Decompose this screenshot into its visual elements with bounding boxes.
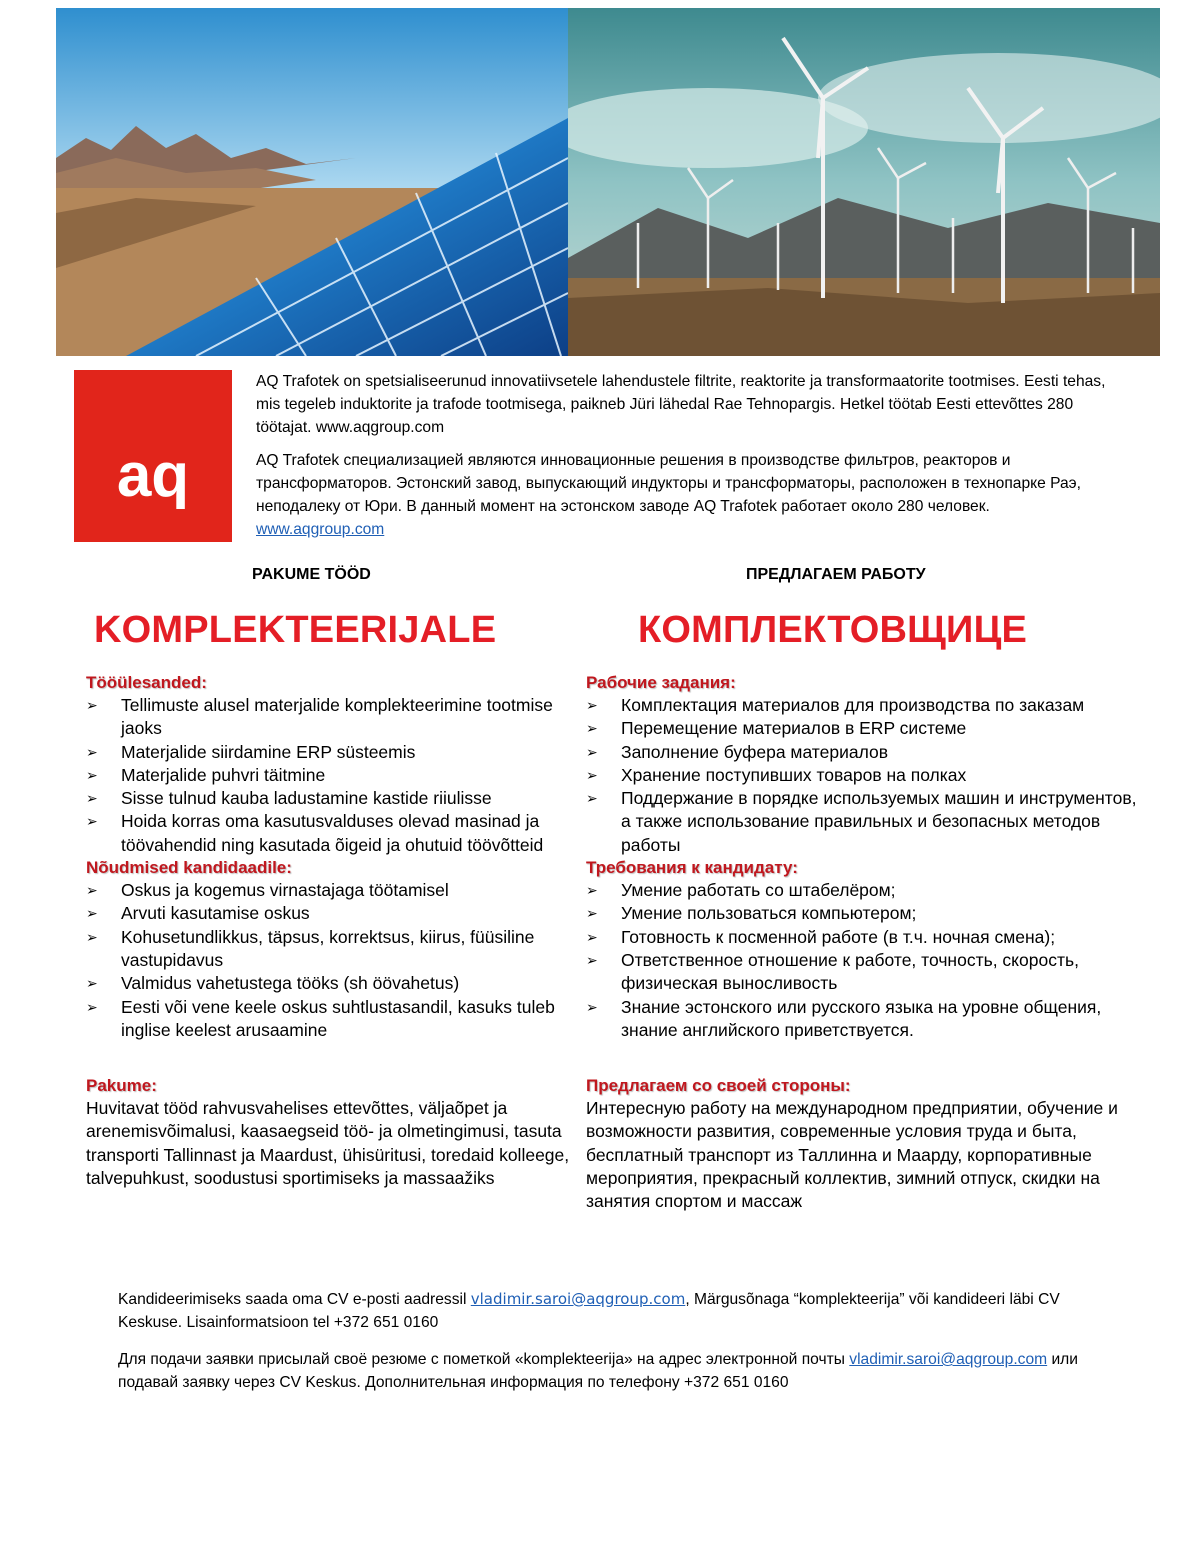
arrow-bullet-icon: ➢ xyxy=(586,905,598,922)
apply-ru-text-end: или подавай заявку через CV Keskus. Дополнительная информация по телефону +372 651 0160 xyxy=(118,1351,1078,1391)
et-benefits-text: Huvitavat tööd rahvusvahelises ettevõttes, väljaõpet ja arenemisvõimalusi, kaasaegseid töö- ja olmetingimusi, tasuta transporti Tallinnast ja Maardust, ühisüritusi, toredaid kolleege, talvepuhkust, soodustusi sportimiseks ja massaažiks xyxy=(86,1098,570,1189)
arrow-bullet-icon: ➢ xyxy=(86,813,98,830)
et-requirements-list xyxy=(86,879,572,1042)
email-link-ru[interactable]: vladimir.saroi@aqgroup.com xyxy=(849,1351,1048,1368)
estonian-column xyxy=(86,560,572,1190)
et-offer-heading: PAKUME TÖÖD xyxy=(252,566,371,583)
list-item: ➢ Eesti või vene keele oskus suhtlustasandil, kasuks tuleb inglise keelest arusaamine xyxy=(86,996,555,1040)
apply-et-text-end: , Märgusõnaga “komplekteerija” või kandideeri läbi CV Keskuse. Lisainformatsioon tel +372 651 0160 xyxy=(118,1291,1060,1331)
list-item: ➢ Готовность к посменной работе (в т.ч. ночная смена); xyxy=(586,926,1146,949)
arrow-bullet-icon: ➢ xyxy=(586,697,598,713)
wind-turbines-photo xyxy=(568,8,1160,356)
et-benefits-heading: Pakume: xyxy=(86,1076,157,1096)
list-item: ➢ Materjalide siirdamine ERP süsteemis xyxy=(86,741,572,764)
arrow-bullet-icon: ➢ xyxy=(586,790,598,807)
arrow-bullet-icon: ➢ xyxy=(586,951,598,968)
list-item: ➢ Поддержание в порядке используемых машин и инструментов, а также использование правильных и безопасных методов работы xyxy=(586,788,1137,855)
arrow-bullet-icon: ➢ xyxy=(586,882,598,899)
arrow-bullet-icon: ➢ xyxy=(86,882,98,899)
intro-russian xyxy=(256,449,1116,541)
hero-banner xyxy=(56,8,1160,356)
list-item: ➢ Materjalide puhvri täitmine xyxy=(86,764,572,787)
intro-estonian: AQ Trafotek on spetsialiseerunud innovatiivsetele lahendustele filtrite, reaktorite ja transformaatorite tootmises. Eesti tehas, mis tegeleb induktorite ja trafode tootmisega, paikneb Jüri lähedal Rae Tehnopargis. Hetkel töötab Eesti ettevõttes 280 töötajat. www.aqgroup.com xyxy=(256,373,1106,436)
website-link[interactable]: www.aqgroup.com xyxy=(256,521,385,538)
arrow-bullet-icon: ➢ xyxy=(86,998,98,1015)
ru-benefits-text: Интересную работу на международном предприятии, обучение и возможности развития, современные условия труда и быта, бесплатный транспорт из Таллинна и Маарду, корпоративные мероприятия, прекрасный коллектив, зимний отпуск, скидки на занятия спортом и массаж xyxy=(586,1098,1118,1212)
list-item: ➢ Знание эстонского или русского языка на уровне общения, знание английского приветствуется. xyxy=(586,996,1102,1040)
ru-requirements-heading: Требования к кандидату: xyxy=(586,858,798,878)
list-item: ➢ Заполнение буфера материалов xyxy=(586,741,1146,764)
list-item: ➢ Hoida korras oma kasutusvalduses olevad masinad ja töövahendid ning kasutada õigeid ja ohutuid töövõtteid xyxy=(86,811,544,855)
intro-russian-text: AQ Trafotek специализацией являются инновационные решения в производстве фильтров, реакторов и трансформаторов. Эстонский завод, выпускающий индукторы и трансформаторы, расположен в технопарке Раэ, неподалеку от Юри. В данный момент на эстонском заводе AQ Trafotek работает около 280 человек. xyxy=(256,452,1081,515)
arrow-bullet-icon: ➢ xyxy=(86,928,98,945)
list-item: ➢ Перемещение материалов в ERP системе xyxy=(586,717,1146,740)
arrow-bullet-icon: ➢ xyxy=(86,905,98,922)
list-item: ➢ Arvuti kasutamise oskus xyxy=(86,902,572,925)
company-intro xyxy=(256,370,1116,541)
arrow-bullet-icon: ➢ xyxy=(586,743,598,760)
aq-logo-text: aq xyxy=(116,441,190,510)
et-duties-list xyxy=(86,694,572,857)
list-item: ➢ Sisse tulnud kauba ladustamine kastide riiulisse xyxy=(86,787,572,810)
arrow-bullet-icon: ➢ xyxy=(586,928,598,945)
list-item: ➢ Комплектация материалов для производства по заказам xyxy=(586,694,1146,717)
list-item: ➢ Умение работать со штабелёром; xyxy=(586,879,1146,902)
arrow-bullet-icon: ➢ xyxy=(586,998,598,1015)
russian-column xyxy=(586,560,1146,1214)
ru-requirements-list xyxy=(586,879,1146,1042)
email-link-et[interactable]: vladimir.saroi@aqgroup.com xyxy=(470,1290,686,1308)
apply-ru-text: Для подачи заявки присылай своё резюме с пометкой «komplekteerija» на адрес электронной почты xyxy=(118,1351,850,1368)
aq-logo xyxy=(74,370,232,542)
arrow-bullet-icon: ➢ xyxy=(86,975,98,992)
list-item: ➢ Ответственное отношение к работе, точность, скорость, физическая выносливость xyxy=(586,949,1079,994)
arrow-bullet-icon: ➢ xyxy=(586,766,598,783)
arrow-bullet-icon: ➢ xyxy=(86,697,98,713)
application-info xyxy=(118,1288,1108,1394)
arrow-bullet-icon: ➢ xyxy=(86,743,98,760)
ru-offer-heading: ПРЕДЛАГАЕМ РАБОТУ xyxy=(746,566,926,583)
ru-duties-list xyxy=(586,694,1146,857)
arrow-bullet-icon: ➢ xyxy=(86,790,98,807)
et-duties-heading: Tööülesanded: xyxy=(86,673,207,692)
arrow-bullet-icon: ➢ xyxy=(586,720,598,737)
ru-benefits-heading: Предлагаем со своей стороны: xyxy=(586,1076,851,1096)
apply-estonian xyxy=(118,1288,1108,1334)
list-item: ➢ Oskus ja kogemus virnastajaga töötamisel xyxy=(86,879,572,902)
list-item: ➢ Умение пользоваться компьютером; xyxy=(586,902,1146,925)
list-item: ➢ Хранение поступивших товаров на полках xyxy=(586,764,1146,787)
apply-russian xyxy=(118,1348,1108,1394)
arrow-bullet-icon: ➢ xyxy=(86,766,98,783)
et-requirements-heading: Nõudmised kandidaadile: xyxy=(86,858,292,878)
ru-job-title: КОМПЛЕКТОВЩИЦЕ xyxy=(638,609,1028,651)
list-item: ➢ Kohusetundlikkus, täpsus, korrektsus, kiirus, füüsiline vastupidavus xyxy=(86,926,535,970)
list-item: ➢ Tellimuste alusel materjalide komplekteerimine tootmise jaoks xyxy=(86,695,553,739)
solar-panels-photo xyxy=(56,8,568,356)
list-item: ➢ Valmidus vahetustega tööks (sh öövahetus) xyxy=(86,972,572,995)
apply-et-text: Kandideerimiseks saada oma CV e-posti aadressil xyxy=(118,1291,471,1308)
et-job-title: KOMPLEKTEERIJALE xyxy=(94,609,497,651)
ru-duties-heading: Рабочие задания: xyxy=(586,673,736,692)
